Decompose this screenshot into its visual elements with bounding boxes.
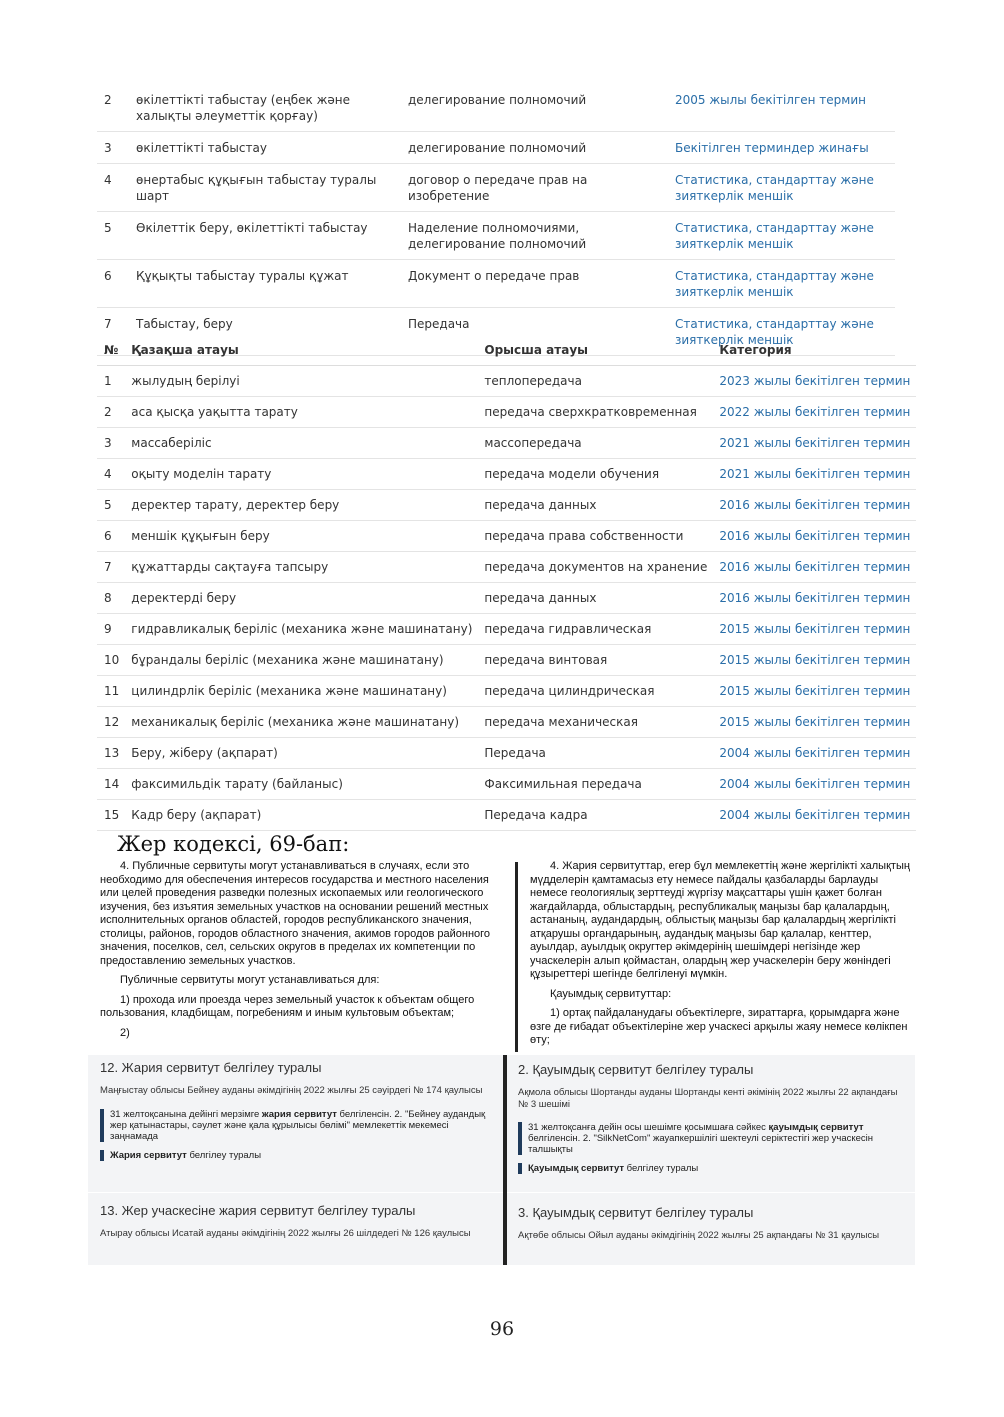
term-number: 3	[97, 428, 125, 459]
card-row-divider	[507, 1192, 915, 1193]
result-source: Атырау облысы Исатай ауданы әкімдігінің 2022 жылғы 26 шілдедегі № 126 қаулысы	[100, 1228, 471, 1239]
term-kazakh: Кадр беру (ақпарат)	[125, 800, 478, 831]
table-row	[97, 707, 916, 738]
term-russian: договор о передаче прав на изобретение	[402, 164, 669, 212]
term-number: 6	[97, 260, 130, 308]
term-kazakh: Табыстау, беру	[130, 308, 402, 356]
term-russian: Факсимильная передача	[478, 769, 713, 800]
result-card[interactable]	[100, 1203, 495, 1240]
table-row	[97, 164, 895, 212]
term-category[interactable]: 2004 жылы бекітілген термин	[713, 738, 916, 769]
term-category[interactable]: 2023 жылы бекітілген термин	[713, 366, 916, 397]
table-row	[97, 366, 916, 397]
result-card[interactable]	[518, 1062, 903, 1174]
result-card[interactable]	[518, 1205, 903, 1242]
table-row	[97, 676, 916, 707]
term-russian: передача механическая	[478, 707, 713, 738]
card-divider	[503, 1055, 507, 1265]
term-russian: Передача	[478, 738, 713, 769]
terms-table-top	[97, 84, 895, 356]
term-number: 5	[97, 490, 125, 521]
term-russian: передача винтовая	[478, 645, 713, 676]
term-category[interactable]: 2004 жылы бекітілген термин	[713, 800, 916, 831]
term-kazakh: өкілеттікті табыстау (еңбек және халықты әлеуметтік қорғау)	[130, 84, 402, 132]
result-source: Ақмола облысы Шортанды ауданы Шортанды кенті әкімінің 2022 жылғы 22 ақпандағы № 3 шешімі	[518, 1087, 898, 1110]
term-russian: передача сверхкратковременная	[478, 397, 713, 428]
table-row	[97, 260, 895, 308]
table-row	[97, 490, 916, 521]
term-number: 3	[97, 132, 130, 164]
law-text-russian	[100, 860, 500, 1055]
term-category[interactable]: 2016 жылы бекітілген термин	[713, 490, 916, 521]
table-row	[97, 738, 916, 769]
term-number: 13	[97, 738, 125, 769]
law-text-kazakh	[530, 860, 912, 1055]
term-category[interactable]: Статистика, стандарттау және зияткерлік меншік	[669, 260, 895, 308]
term-kazakh: аса қысқа уақытта тарату	[125, 397, 478, 428]
table-row	[97, 583, 916, 614]
term-number: 11	[97, 676, 125, 707]
term-russian: передача права собственности	[478, 521, 713, 552]
table-row	[97, 614, 916, 645]
term-number: 6	[97, 521, 125, 552]
term-number: 4	[97, 164, 130, 212]
column-divider	[515, 862, 518, 1052]
result-snippet: 31 желтоқсанына дейінгі мерзімге жария сервитут белгіленсін. 2. "Бейнеу аудандық жер қатынастары, сәулет және қала құрылысы бөлімі" мемлекеттік мекемесі заңнамада	[100, 1109, 495, 1142]
term-category[interactable]: 2015 жылы бекітілген термин	[713, 707, 916, 738]
term-russian: Передача	[402, 308, 669, 356]
header-kazakh: Қазақша атауы	[125, 336, 478, 366]
law-paragraph: Публичные сервитуты могут устанавливаться для:	[120, 974, 380, 986]
law-paragraph: 4. Публичные сервитуты могут устанавливаться в случаях, если это необходимо для обеспечения интересов государства и местного населения или целей проведения разведки полезных ископаемых или геологического изучения, без изъятия земельных участков на основании решений местных исполнительных органов областей, городов республиканского значения, столицы, районов, городов областного значения, акимов городов районного значения, поселков, сел, сельских округов в пределах их компетенции по предоставлению земельных участков.	[100, 860, 491, 967]
term-kazakh: жылудың берілуі	[125, 366, 478, 397]
table-row	[97, 132, 895, 164]
result-title[interactable]: 12. Жария сервитут белгілеу туралы	[100, 1060, 322, 1075]
term-kazakh: массаберіліс	[125, 428, 478, 459]
table-header-row	[97, 336, 916, 366]
term-number: 8	[97, 583, 125, 614]
term-category[interactable]: Статистика, стандарттау және зияткерлік меншік	[669, 212, 895, 260]
table-row	[97, 84, 895, 132]
term-category[interactable]: 2016 жылы бекітілген термин	[713, 521, 916, 552]
term-number: 1	[97, 366, 125, 397]
table-row	[97, 800, 916, 831]
term-russian: Передача кадра	[478, 800, 713, 831]
term-number: 12	[97, 707, 125, 738]
term-russian: передача цилиндрическая	[478, 676, 713, 707]
table-row	[97, 212, 895, 260]
table-row	[97, 397, 916, 428]
card-row-divider	[88, 1192, 503, 1193]
term-number: 7	[97, 552, 125, 583]
law-paragraph: Қауымдық сервитуттар:	[550, 987, 672, 1000]
header-russian: Орысша атауы	[478, 336, 713, 366]
term-russian: передача гидравлическая	[478, 614, 713, 645]
term-russian: передача данных	[478, 583, 713, 614]
term-category[interactable]: 2022 жылы бекітілген термин	[713, 397, 916, 428]
term-kazakh: деректер тарату, деректер беру	[125, 490, 478, 521]
result-tag: Қауымдық сервитут белгілеу туралы	[518, 1163, 903, 1174]
result-source: Маңғыстау облысы Бейнеу ауданы әкімдігінің 2022 жылғы 25 сәуірдегі № 174 қаулысы	[100, 1085, 483, 1096]
term-number: 5	[97, 212, 130, 260]
law-paragraph: 1) прохода или проезда через земельный участок к объектам общего пользования, кладбищам, погребениям и иным культовым объектам;	[100, 993, 475, 1019]
term-kazakh: оқыту моделін тарату	[125, 459, 478, 490]
term-number: 4	[97, 459, 125, 490]
term-category[interactable]: 2015 жылы бекітілген термин	[713, 645, 916, 676]
law-paragraph: 1) ортақ пайдаланудағы объектілерге, зираттарға, қорымдарға және өзге де ғибадат объектілеріне жер учаскесі арқылы жаяу немесе көлікпен өту;	[530, 1007, 908, 1046]
term-number: 10	[97, 645, 125, 676]
term-category[interactable]: 2021 жылы бекітілген термин	[713, 459, 916, 490]
term-number: 14	[97, 769, 125, 800]
term-kazakh: Өкілеттік беру, өкілеттікті табыстау	[130, 212, 402, 260]
term-kazakh: цилиндрлік беріліс (механика және машинатану)	[125, 676, 478, 707]
table-row	[97, 428, 916, 459]
term-category[interactable]: 2015 жылы бекітілген термин	[713, 614, 916, 645]
term-russian: передача модели обучения	[478, 459, 713, 490]
page-number: 96	[489, 1318, 515, 1340]
term-category[interactable]: 2004 жылы бекітілген термин	[713, 769, 916, 800]
term-category[interactable]: Статистика, стандарттау және зияткерлік меншік	[669, 164, 895, 212]
term-kazakh: механикалық беріліс (механика және машинатану)	[125, 707, 478, 738]
term-russian: делегирование полномочий	[402, 132, 669, 164]
term-kazakh: өкілеттікті табыстау	[130, 132, 402, 164]
term-kazakh: факсимильдік тарату (байланыс)	[125, 769, 478, 800]
header-category: Категория	[713, 336, 916, 366]
term-russian: делегирование полномочий	[402, 84, 669, 132]
result-source: Ақтөбе облысы Ойыл ауданы әкімдігінің 2022 жылғы 25 ақпандағы № 31 қаулысы	[518, 1230, 880, 1241]
term-category[interactable]: 2021 жылы бекітілген термин	[713, 428, 916, 459]
term-russian: передача данных	[478, 490, 713, 521]
term-category[interactable]: 2005 жылы бекітілген термин	[669, 84, 895, 132]
law-paragraph: 4. Жария сервитуттар, егер бұл мемлекеттің және жергілікті халықтың мүдделерін қамтамасыз ету немесе пайдалы қазбаларды барлауды немесе геологиялық зерттеуді жүргізу мақсаттары үшін қажет болған жағдайларда, облыстардың, республикалық маңызы бар қалалардың, астананың, аудандардың, облыстық маңызы бар қалалардың жергілікті атқарушы органдарының, аудандық маңызы бар қалалар, кенттер, ауылдар, ауылдық округтер әкімдерінің шешімдері негізінде жер учаскелерін алып қоймастан, олардың жер учаскелерін беру жөніндегі құзыреттері шегінде белгіленуі мүмкін.	[530, 860, 910, 980]
result-tag: Жария сервитут белгілеу туралы	[100, 1150, 495, 1161]
land-code-heading: Жер кодексі, 69-бап:	[117, 832, 350, 856]
term-number: 9	[97, 614, 125, 645]
term-category[interactable]: Статистика, стандарттау және зияткерлік меншік	[669, 308, 895, 356]
result-snippet: 31 желтоқсанға дейін осы шешімге қосымшаға сәйкес қауымдық сервитут белгіленсін. 2. "SilkNetCom" жауапкершілігі шектеулі серіктестігі жер учаскесін талшықты	[518, 1122, 903, 1155]
term-category[interactable]: Бекітілген терминдер жинағы	[669, 132, 895, 164]
term-category[interactable]: 2016 жылы бекітілген термин	[713, 583, 916, 614]
term-number: 7	[97, 308, 130, 356]
term-category[interactable]: 2015 жылы бекітілген термин	[713, 676, 916, 707]
result-title[interactable]: 13. Жер учаскесіне жария сервитут белгілеу туралы	[100, 1203, 416, 1218]
term-kazakh: Беру, жіберу (ақпарат)	[125, 738, 478, 769]
term-kazakh: бұрандалы беріліс (механика және машинатану)	[125, 645, 478, 676]
table-row	[97, 521, 916, 552]
result-card[interactable]	[100, 1060, 495, 1161]
term-kazakh: құжаттарды сақтауға тапсыру	[125, 552, 478, 583]
term-kazakh: меншік құқығын беру	[125, 521, 478, 552]
terms-table-main	[97, 336, 916, 831]
table-row	[97, 645, 916, 676]
term-kazakh: гидравликалық беріліс (механика және машинатану)	[125, 614, 478, 645]
term-russian: передача документов на хранение	[478, 552, 713, 583]
term-kazakh: Құқықты табыстау туралы құжат	[130, 260, 402, 308]
header-number: №	[97, 336, 125, 366]
term-russian: Документ о передаче прав	[402, 260, 669, 308]
term-russian: массопередача	[478, 428, 713, 459]
term-category[interactable]: 2016 жылы бекітілген термин	[713, 552, 916, 583]
table-row	[97, 769, 916, 800]
law-paragraph: 2)	[120, 1026, 130, 1039]
term-number: 2	[97, 84, 130, 132]
result-title[interactable]: 3. Қауымдық сервитут белгілеу туралы	[518, 1205, 754, 1220]
table-row	[97, 552, 916, 583]
table-row	[97, 459, 916, 490]
term-number: 15	[97, 800, 125, 831]
term-kazakh: өнертабыс құқығын табыстау туралы шарт	[130, 164, 402, 212]
term-russian: Наделение полномочиями, делегирование полномочий	[402, 212, 669, 260]
term-number: 2	[97, 397, 125, 428]
result-title[interactable]: 2. Қауымдық сервитут белгілеу туралы	[518, 1062, 754, 1077]
term-kazakh: деректерді беру	[125, 583, 478, 614]
term-russian: теплопередача	[478, 366, 713, 397]
